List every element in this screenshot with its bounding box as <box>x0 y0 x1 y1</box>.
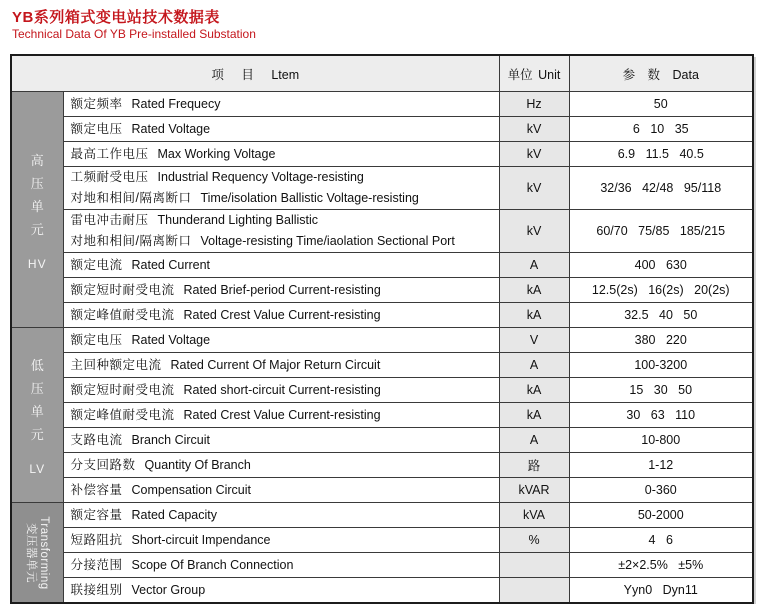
unit-cell: A <box>499 428 569 453</box>
table-row <box>11 253 753 278</box>
value-cell: 380 220 <box>569 328 753 353</box>
header-data: 参 数 Data <box>569 55 753 92</box>
item-cell: 支路电流 Branch Circuit <box>63 428 499 453</box>
item-cell: 短路阻抗 Short-circuit Impendance <box>63 528 499 553</box>
unit-cell: kA <box>499 278 569 303</box>
item-cell: 额定电压 Rated Voltage <box>63 328 499 353</box>
item-cell: 额定容量 Rated Capacity <box>63 503 499 528</box>
item-cell: 补偿容量 Compensation Circuit <box>63 478 499 503</box>
table-row <box>11 503 753 528</box>
value-cell: Yyn0 Dyn11 <box>569 578 753 604</box>
item-cell: 主回种额定电流 Rated Current Of Major Return Circuit <box>63 353 499 378</box>
value-cell: 6 10 35 <box>569 117 753 142</box>
item-cell: 额定电压 Rated Voltage <box>63 117 499 142</box>
unit-cell: kV <box>499 167 569 210</box>
item-cell: 额定频率 Rated Frequecy <box>63 92 499 117</box>
unit-cell: kV <box>499 117 569 142</box>
value-cell: 4 6 <box>569 528 753 553</box>
table-row <box>11 92 753 117</box>
table-row <box>11 353 753 378</box>
table-row <box>11 328 753 353</box>
item-cell: 额定电流 Rated Current <box>63 253 499 278</box>
value-cell: 0-360 <box>569 478 753 503</box>
value-cell: 32.5 40 50 <box>569 303 753 328</box>
value-cell: 1-12 <box>569 453 753 478</box>
table-row <box>11 167 753 210</box>
item-cell: 额定短时耐受电流 Rated short-circuit Current-resisting <box>63 378 499 403</box>
table-body <box>11 92 753 604</box>
value-cell: 50-2000 <box>569 503 753 528</box>
page-title: YB系列箱式变电站技术数据表 <box>12 9 220 26</box>
header-unit: 单位 Unit <box>499 55 569 92</box>
item-cell: 最高工作电压 Max Working Voltage <box>63 142 499 167</box>
unit-cell: % <box>499 528 569 553</box>
table-row <box>11 303 753 328</box>
value-cell: 10-800 <box>569 428 753 453</box>
table-row <box>11 403 753 428</box>
technical-data-table <box>10 54 754 604</box>
value-cell: 50 <box>569 92 753 117</box>
value-cell: 32/36 42/48 95/118 <box>569 167 753 210</box>
unit-cell: Hz <box>499 92 569 117</box>
unit-cell <box>499 578 569 604</box>
unit-cell: kA <box>499 303 569 328</box>
value-cell: 100-3200 <box>569 353 753 378</box>
item-cell: 分支回路数 Quantity Of Branch <box>63 453 499 478</box>
unit-cell: 路 <box>499 453 569 478</box>
value-cell: 400 630 <box>569 253 753 278</box>
table-row <box>11 428 753 453</box>
table-row <box>11 117 753 142</box>
section-label-hv: 高 压 单 元 HV <box>11 92 63 328</box>
unit-cell: V <box>499 328 569 353</box>
table-row <box>11 210 753 253</box>
unit-cell: kV <box>499 210 569 253</box>
page-subtitle: Technical Data Of YB Pre-installed Substation <box>12 27 256 41</box>
value-cell: 30 63 110 <box>569 403 753 428</box>
item-cell: 工频耐受电压 Industrial Requency Voltage-resisting 对地和相间/隔离断口 Time/isolation Ballistic Voltage-resisting <box>63 167 499 210</box>
item-cell: 额定峰值耐受电流 Rated Crest Value Current-resisting <box>63 403 499 428</box>
table-row <box>11 578 753 604</box>
item-cell: 联接组别 Vector Group <box>63 578 499 604</box>
unit-cell: A <box>499 253 569 278</box>
table-row <box>11 478 753 503</box>
item-cell: 额定峰值耐受电流 Rated Crest Value Current-resisting <box>63 303 499 328</box>
table-row <box>11 378 753 403</box>
unit-cell: kA <box>499 403 569 428</box>
table-row <box>11 453 753 478</box>
table-row <box>11 278 753 303</box>
unit-cell <box>499 553 569 578</box>
unit-cell: kV <box>499 142 569 167</box>
value-cell: ±2×2.5% ±5% <box>569 553 753 578</box>
table-row <box>11 142 753 167</box>
value-cell: 6.9 11.5 40.5 <box>569 142 753 167</box>
unit-cell: A <box>499 353 569 378</box>
unit-cell: kA <box>499 378 569 403</box>
item-cell: 分接范围 Scope Of Branch Connection <box>63 553 499 578</box>
item-cell: 雷电冲击耐压 Thunderand Lighting Ballistic 对地和相间/隔离断口 Voltage-resisting Time/iaolation Sectional Port <box>63 210 499 253</box>
value-cell: 12.5(2s) 16(2s) 20(2s) <box>569 278 753 303</box>
section-label-transformer: Transforming 变压器单元 <box>11 503 63 604</box>
table-header-row <box>11 55 753 92</box>
item-cell: 额定短时耐受电流 Rated Brief-period Current-resisting <box>63 278 499 303</box>
unit-cell: kVAR <box>499 478 569 503</box>
value-cell: 60/70 75/85 185/215 <box>569 210 753 253</box>
header-item: 项 目 Ltem <box>11 55 499 92</box>
table-row <box>11 528 753 553</box>
value-cell: 15 30 50 <box>569 378 753 403</box>
unit-cell: kVA <box>499 503 569 528</box>
section-label-lv: 低 压 单 元 LV <box>11 328 63 503</box>
table-row <box>11 553 753 578</box>
